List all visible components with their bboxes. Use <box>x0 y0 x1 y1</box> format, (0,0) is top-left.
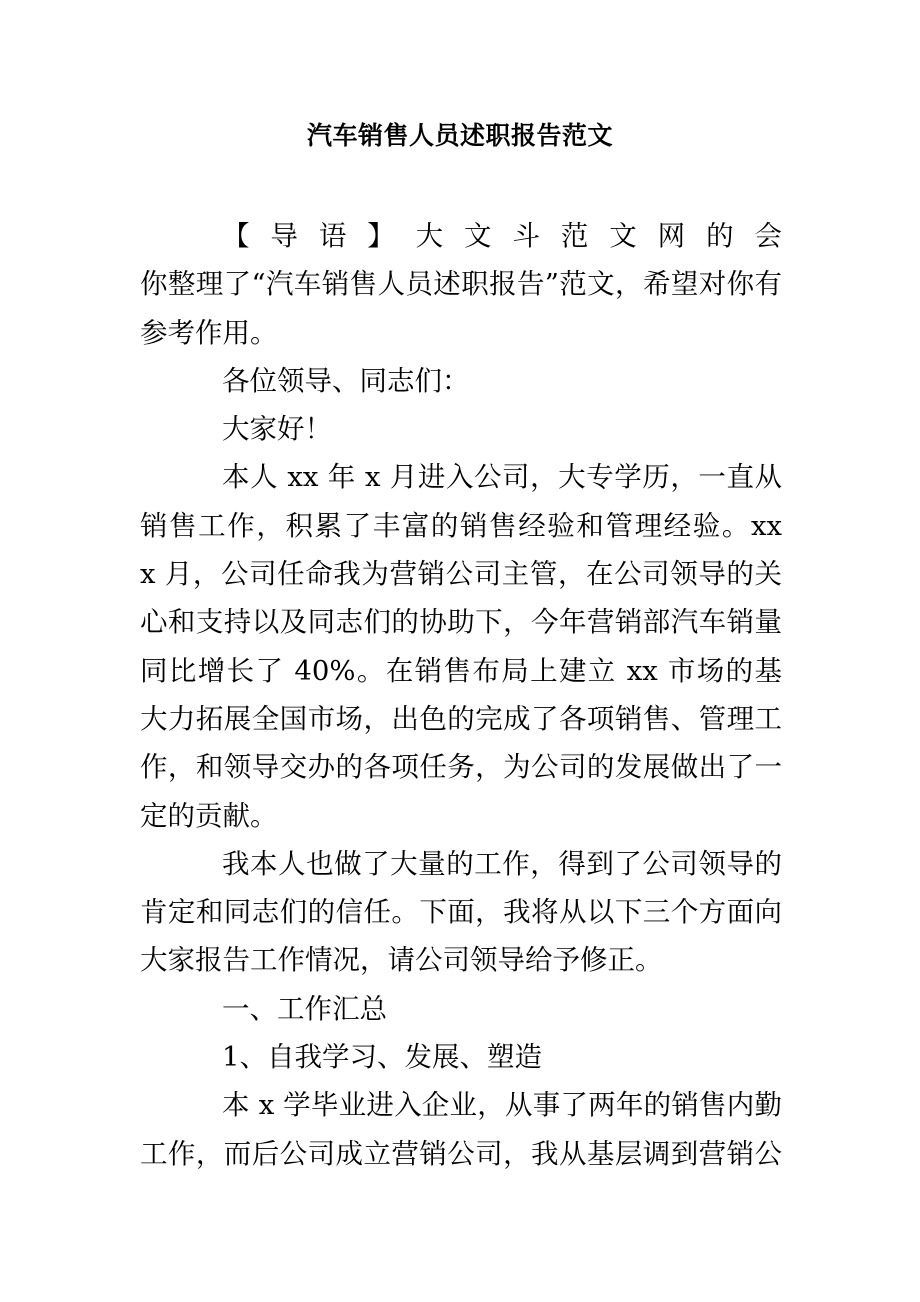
document-body <box>140 212 782 1178</box>
paragraph-line: 定的贡献。 <box>140 799 278 832</box>
paragraph-line: 作，和领导交办的各项任务，为公司的发展做出了一 <box>140 751 782 784</box>
paragraph-line: 同比增长了 40%。在销售布局上建立 xx 市场的基 <box>140 654 782 687</box>
document-title: 汽车销售人员述职报告范文 <box>306 121 613 150</box>
paragraph-line: 大家报告工作情况，请公司领导给予修正。 <box>140 944 663 977</box>
paragraph-line: 销售工作，积累了丰富的销售经验和管理经验。xx <box>140 509 782 542</box>
paragraph-line: 参考作用。 <box>140 316 278 349</box>
paragraph-line: 本人 xx 年 x 月进入公司，大专学历，一直从 <box>222 461 782 494</box>
section-heading: 一、工作汇总 <box>222 992 387 1025</box>
salutation-line: 各位领导、同志们： <box>222 364 470 397</box>
paragraph-line: 本 x 学毕业进入企业，从事了两年的销售内勤 <box>222 1089 782 1122</box>
paragraph-line: 【导语】大文斗范文网的会 <box>222 220 782 252</box>
paragraph-line: 工作，而后公司成立营销公司，我从基层调到营销公 <box>140 1137 782 1170</box>
paragraph-line: 我本人也做了大量的工作，得到了公司领导的 <box>222 847 782 880</box>
paragraph-line: 肯定和同志们的信任。下面，我将从以下三个方面向 <box>140 896 782 929</box>
paragraph-line: 你整理了“汽车销售人员述职报告”范文，希望对你有 <box>140 268 782 301</box>
paragraph-line: 心和支持以及同志们的协助下，今年营销部汽车销量 <box>140 606 782 639</box>
paragraph-line: x 月，公司任命我为营销公司主管，在公司领导的关 <box>140 558 782 591</box>
paragraph-line: 大力拓展全国市场，出色的完成了各项销售、管理工 <box>140 702 782 735</box>
greeting-line: 大家好！ <box>222 413 332 446</box>
subsection-heading: 1、自我学习、发展、塑造 <box>222 1041 542 1074</box>
